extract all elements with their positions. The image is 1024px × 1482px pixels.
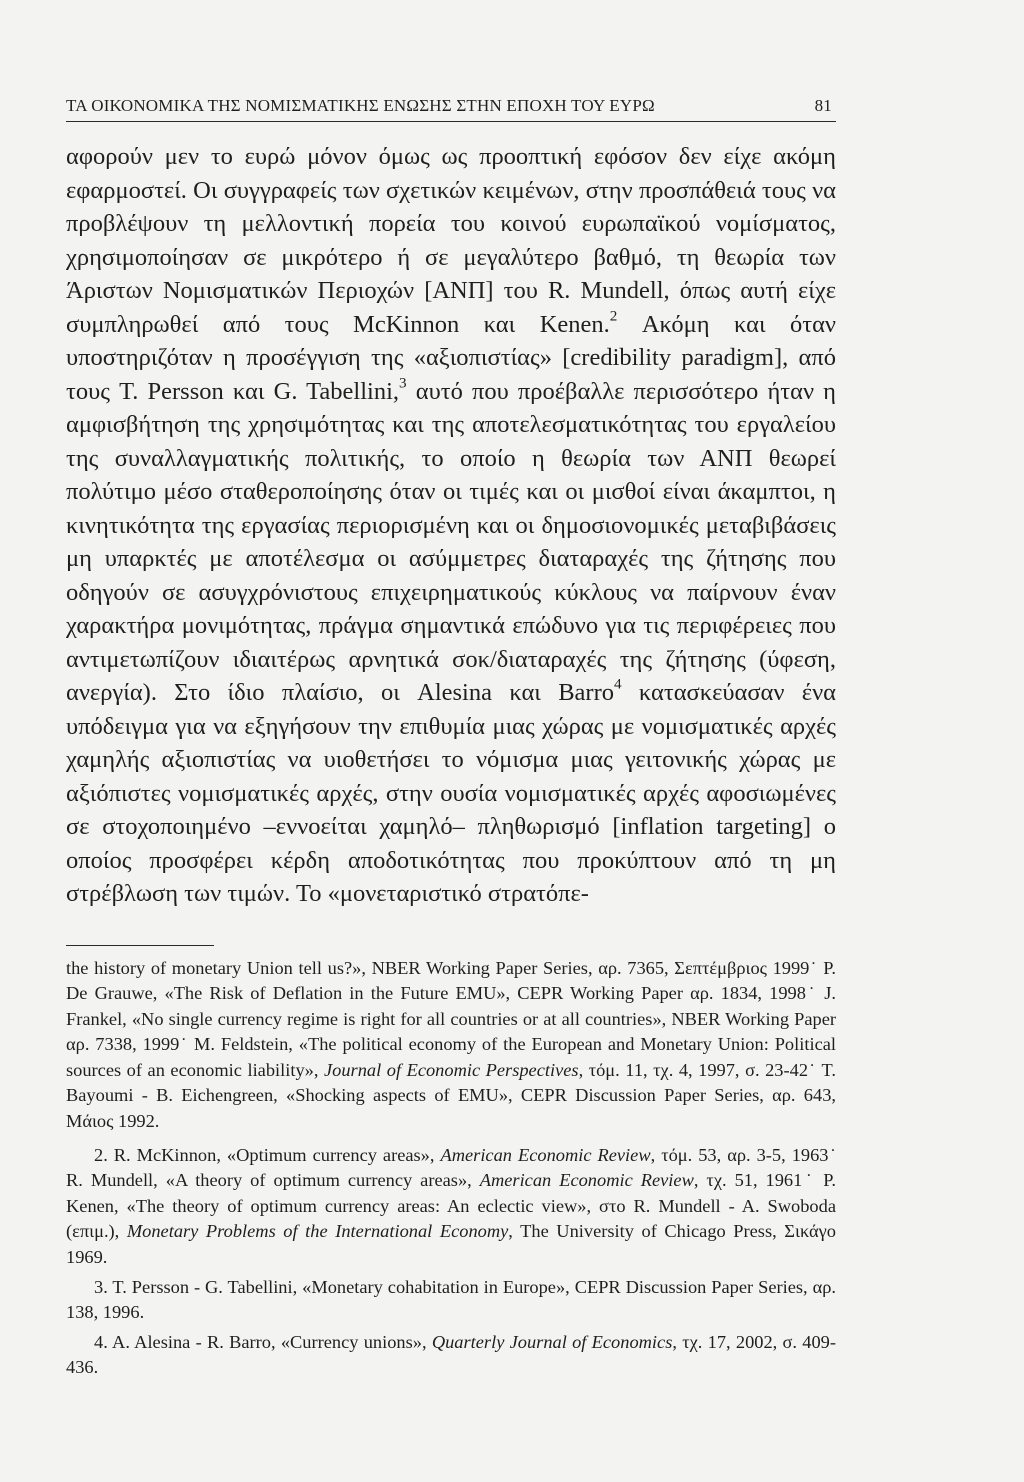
journal-title: American Economic Review bbox=[479, 1170, 694, 1191]
footnotes bbox=[66, 956, 836, 1382]
footnote-text: 3. T. Persson - G. Tabellini, «Monetary cohabitation in Europe», CEPR Discussion Paper Series, αρ. 138, 1996. bbox=[66, 1276, 836, 1323]
footnote-text: 2. R. McKinnon, «Optimum currency areas», bbox=[94, 1144, 441, 1165]
body-text-segment: αυτό που προέβαλλε περισσότερο ήταν η αμφισβήτηση της χρησιμότητας και της αποτελεσματικότητας του εργαλείου της συναλλαγματικής πολιτικής, το οποίο η θεωρία των ΑΝΠ θεωρεί πολύτιμο μέσο σταθεροποίησης όταν οι τιμές και οι μισθοί είναι άκαμπτοι, η κινητικότητα της εργασίας περιορισμένη και οι δημοσιονομικές μεταβιβάσεις μη υπαρκτές με αποτέλεσμα οι ασύμμετρες διαταραχές της ζήτησης που οδηγούν σε ασυγχρόνιστους επιχειρηματικούς κύκλους να παίρνουν έναν χαρακτήρα μονιμότητας, πράγμα σημαντικά επώδυνο για τις περιφέρειες που αντιμετωπίζουν ιδιαιτέρως αρνητικά σοκ/διαταραχές της ζήτησης (ύφεση, ανεργία). Στο ίδιο πλαίσιο, οι Alesina και Barro bbox=[66, 377, 836, 706]
footnote-ref-2[interactable]: 2 bbox=[609, 307, 618, 325]
journal-title: Journal of Economic Perspectives bbox=[324, 1059, 579, 1080]
running-title: ΤΑ ΟΙΚΟΝΟΜΙΚΑ ΤΗΣ ΝΟΜΙΣΜΑΤΙΚΗΣ ΕΝΩΣΗΣ ΣΤΗΝ ΕΠΟΧΗ ΤΟΥ ΕΥΡΩ bbox=[66, 96, 655, 115]
footnote-3 bbox=[66, 1275, 836, 1326]
footnote-2 bbox=[66, 1143, 836, 1271]
book-page bbox=[66, 96, 836, 1385]
footnote-text: , τόμ. 11, τχ. 4, 1997, σ. 23-42˙ T. Bayoumi - B. Eichengreen, «Shocking aspects of EMU», CEPR Discussion Paper Series, αρ. 643, Μάιος 1992. bbox=[66, 1059, 837, 1132]
footnote-ref-4[interactable]: 4 bbox=[613, 675, 622, 693]
footnote-text: , τχ. 51, 1961˙ P. Kenen, «The theory of optimum currency areas: An eclectic view», στο R. Mundell - A. Swoboda (επιμ.), bbox=[66, 1170, 836, 1242]
body-text-segment: κατασκεύασαν ένα υπόδειγμα για να εξηγήσουν την επιθυμία μιας χώρας με νομισματικές αρχές χαμηλής αξιοπιστίας να υιοθετήσει το νόμισμα μιας γειτονικής χώρας με αξιόπιστες νομισματικές αρχές, στην ουσία νομισματικές αρχές αφοσιωμένες σε στοχοποιημένο –εννοείται χαμηλό– πληθωρισμό [inflation targeting] ο οποίος προσφέρει κέρδη αποδοτικότητας που προκύπτουν από τη μη στρέβλωση των τιμών. Το «μονεταριστικό στρατόπε- bbox=[66, 679, 836, 907]
footnote-ref-3[interactable]: 3 bbox=[399, 374, 407, 392]
main-text bbox=[66, 140, 836, 911]
footnote-1-continuation bbox=[66, 956, 836, 1135]
footnote-text: , τχ. 17, 2002, σ. 409-436. bbox=[66, 1331, 837, 1378]
page-number: 81 bbox=[814, 96, 832, 115]
journal-title: American Economic Review bbox=[440, 1144, 651, 1165]
book-title: Monetary Problems of the International Economy bbox=[126, 1221, 509, 1242]
footnote-text: , The University of Chicago Press, Σικάγο 1969. bbox=[66, 1221, 837, 1268]
body-text-segment: αφορούν μεν το ευρώ μόνον όμως ως προοπτική εφόσον δεν είχε ακόμη εφαρμοστεί. Οι συγγραφείς των σχετικών κειμένων, στην προσπάθειά τους να προβλέψουν τη μελλοντική πορεία του κοινού ευρωπαϊκού νομίσματος, χρησιμοποίησαν σε μικρότερο ή σε μεγαλύτερο βαθμό, τη θεωρία των Άριστων Νομισματικών Περιοχών [ΑΝΠ] του R. Mundell, όπως αυτή είχε συμπληρωθεί από τους McKinnon και Kenen. bbox=[66, 143, 836, 338]
body-paragraph bbox=[66, 140, 836, 911]
running-header bbox=[66, 96, 836, 122]
footnote-text: , τόμ. 53, αρ. 3-5, 1963˙ R. Mundell, «A theory of optimum currency areas», bbox=[66, 1144, 837, 1191]
footnote-text: the history of monetary Union tell us?», NBER Working Paper Series, αρ. 7365, Σεπτέμβριος 1999˙ P. De Grauwe, «The Risk of Deflation in the Future EMU», CEPR Working Paper αρ. 1834, 1998˙ J. Frankel, «No single currency regime is right for all countries or at all countries», NBER Working Paper αρ. 7338, 1999˙ M. Feldstein, «The political economy of the European and Monetary Union: Political sources of an economic liability», bbox=[66, 957, 836, 1080]
journal-title: Quarterly Journal of Economics bbox=[431, 1331, 673, 1352]
footnote-4 bbox=[66, 1330, 836, 1381]
footnote-divider bbox=[66, 945, 214, 946]
footnote-text: 4. A. Alesina - R. Barro, «Currency unions», bbox=[94, 1331, 432, 1352]
body-text-segment: Ακόμη και όταν υποστηριζόταν η προσέγγιση της «αξιοπιστίας» [credibility paradigm], από τους T. Persson και G. Tabellini, bbox=[66, 310, 837, 405]
